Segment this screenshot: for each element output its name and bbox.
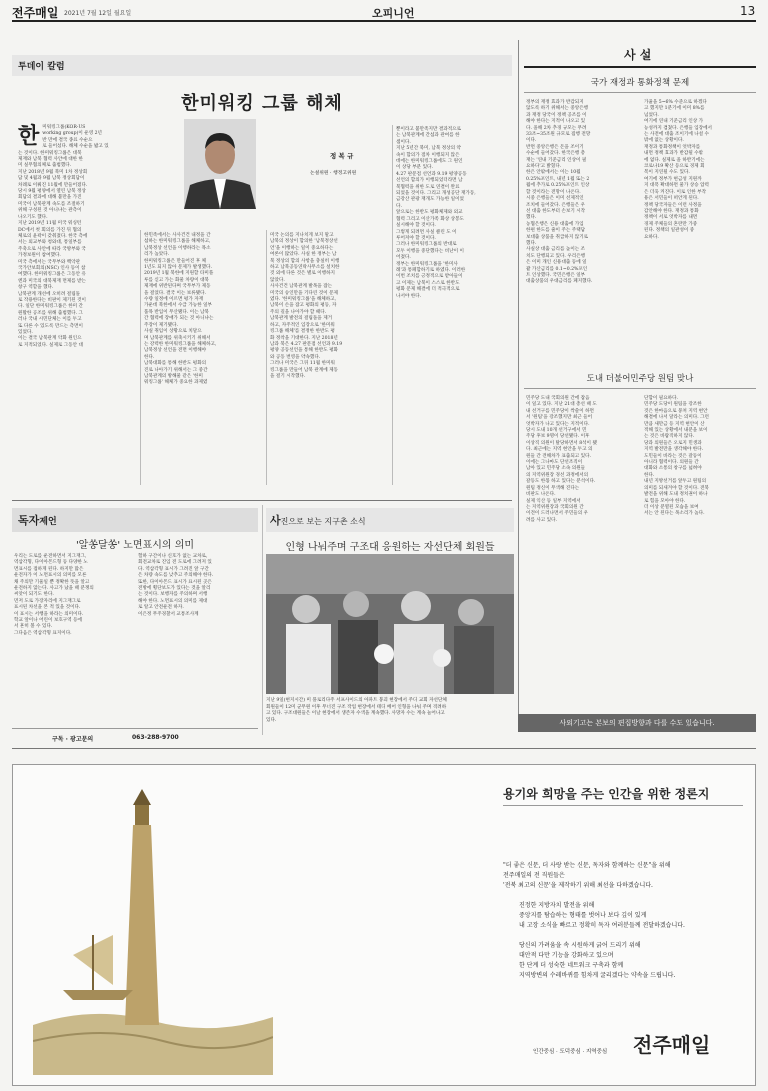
text-line: 남과 북은 4.27 판문점 선언과 9.19 — [270, 341, 343, 347]
text-line: 이는 결국 남북관계 악화 원인으 — [18, 336, 82, 342]
text-line: 0.25%포인트, 내년 1월 또는 2 — [526, 176, 590, 182]
text-line: 한민족에서는 사사건건 내정을 간 — [144, 233, 211, 238]
text-line: 내면 정책 효과가 반감될 수밖 — [644, 151, 704, 157]
caption-line: 회원들이 12미 군무원 이후 무너진 구조 작업 현장에서 테디 베어 인형을 나눠 주며 격려하 — [266, 704, 447, 710]
text-line: 미 실무협의체로 출범했다. — [18, 163, 72, 169]
text-line: 남북관계 발전의 걸림돌을 제거 — [270, 316, 333, 322]
text-line: 하고 남북공동연락사무소를 설치한 — [270, 265, 340, 271]
text-line: 미국이 남북관계 속도를 조절하기 — [18, 201, 85, 207]
text-line: 씨앗이 되기도 한다. — [14, 592, 54, 598]
text-line: 학교 앞이나 어린이 보호구역 등에 — [14, 618, 82, 624]
text-line: 지난 2019년 11월 미국 워싱턴 — [18, 221, 82, 227]
text-line: 서는 안 된다는 목소리가 높다. — [644, 511, 705, 517]
text-line: 요하다. — [644, 234, 659, 240]
text-line: 이은정 무주경찰서 교통조사계 — [138, 611, 199, 617]
subscription-phone: 063-288-9700 — [132, 734, 179, 741]
column-label: 투데이 칼럼 — [12, 55, 512, 76]
text-line: 만큼 새만금 등 지역 현안이 산 — [644, 421, 705, 427]
text-line: 은 이미 개인 신용대출 등에 일 — [526, 260, 587, 266]
text-line: 선 대출 한도부터 손보기 시작 — [526, 208, 586, 214]
text-line: 괄 가산금리를 0.1~0.2%포인 — [526, 266, 588, 272]
masthead-name: 전주매일 — [12, 6, 59, 20]
text-line: 월에 추가로 0.25%포인트 인상 — [526, 183, 590, 189]
author-photo — [184, 119, 256, 209]
text-line: 정책 당국자들은 이런 사정을 — [644, 202, 702, 208]
text-line: 이 상당 부분 있다. — [396, 165, 433, 171]
text-line: 엔과 미국의 대북제재 면제를 받는 — [18, 278, 86, 284]
issue-date: 2021년 7월 12일 월요일 — [64, 10, 132, 17]
text-line: 그러나 한미워킹그룹의 반대로 — [396, 242, 457, 248]
ad-line: 한 단계 더 성숙한 네트워크 구축과 함께 — [519, 962, 624, 969]
text-line: 서 흔히 볼 수 있다. — [14, 624, 53, 630]
text-line: 이다. — [526, 138, 537, 144]
text-line: 민주당 도내 국회의원 간에 잡음 — [526, 396, 590, 401]
text-line: 지 대폭 확대하면 물가 상승 압력 — [644, 183, 709, 189]
text-line: 지난 5년간 북미, 남북 정상의 약 — [396, 146, 461, 152]
text-line: 남북관계의 방해물 같은 '한미 — [144, 373, 203, 379]
text-line: 밖에 없는 상황이다. — [644, 138, 684, 144]
text-line: 한다. — [644, 472, 655, 478]
text-line: 남아 있고 민주당 소속 의원들 — [526, 466, 586, 472]
editorial — [524, 40, 756, 740]
text-line: 또 다른 수 있도록 만드는 측면이 — [18, 323, 83, 329]
today-column — [12, 55, 512, 495]
text-line: 이견이 드러나면서 주민들의 우 — [526, 511, 589, 517]
text-line: 루어져야 할 것이다. — [396, 235, 436, 241]
text-line: 금강산 관광 재개도 가능한 일이었 — [396, 197, 464, 203]
editorial-title-2: 도내 더불어민주당 원팀 맞나 — [586, 374, 694, 384]
text-line: 주장이 제기됐다. — [144, 322, 178, 328]
text-line: 로 힘을 모아야 한다. — [644, 498, 686, 504]
text-line: 그다음은 역삼각형 표지이다. — [14, 630, 72, 636]
text-line: 수량 일정에 이르면 평가 자재 — [144, 297, 204, 303]
text-line: 는 강력한 한미워킹그룹을 해체하고, — [144, 341, 217, 347]
text-line: 않았다. — [270, 277, 285, 283]
text-line: 섭하는 한미워킹그룹을 해체하고, — [144, 239, 211, 245]
text-line: 가운데 북한에서 수급 가능한 일부 — [144, 303, 212, 309]
text-line: 나서야 한다. — [396, 293, 422, 299]
text-line: 데에는 한미워킹그룹에도 그 원인 — [396, 159, 463, 165]
text-line: 루를 싣고 가는 화물 차량이 대북 — [144, 277, 209, 283]
text-line: 화 정착을 기대한다. 지난 2018년 — [270, 335, 338, 341]
subscription-label: 구독 · 광고문의 — [52, 736, 94, 743]
editorial-label: 사 설 — [624, 48, 652, 62]
text-line: 을 걸었다. 결국 이는 보류됐다. — [144, 290, 207, 296]
text-line: 는 지역위원장과 국회의원 간 — [526, 504, 584, 510]
text-line: 가율을 5~6% 수준으로 하겠다 — [644, 100, 707, 105]
text-line: 않도록 하기 위해서는 중앙은행 — [526, 106, 589, 112]
text-line: 며 남북관계를 위축시키기 위해서 — [144, 335, 211, 341]
text-line: 평화 문제 해결에 더 적극적으로 — [396, 287, 460, 293]
text-line: 했다. — [526, 215, 537, 221]
text-line: 남북관계 개선에 오히려 걸림돌 — [18, 291, 81, 297]
caption-line: 있다. — [266, 717, 277, 723]
text-line: 여기에 정부가 현금성 지원까 — [644, 176, 702, 182]
text-line: 북 정상의 합의 사항을 충실히 이행 — [270, 258, 340, 264]
text-line: 수순에 들어갔다. 한국은행 총 — [526, 151, 586, 157]
text-line: 러나 국내 시민단체는 이를 두고 — [18, 317, 82, 323]
ad-line: 중앙지를 탐습하는 형태를 벗어나 보다 깊이 있게 — [519, 912, 647, 919]
text-line: 는 사전에 대출 조이기에 나설 수 — [644, 132, 709, 138]
text-line: 이상직 의원이 탈당하면서 8석이 됐 — [526, 440, 597, 446]
editorial-1-text-2 — [644, 100, 754, 241]
ad-paragraph-1 — [503, 861, 743, 891]
text-line: 주당 후보 9명이 당선됐다. 이후 — [526, 434, 590, 440]
text-line: 다. — [396, 203, 402, 209]
text-line: 남북의 정상이 합의한 '남북정상선 — [270, 239, 338, 245]
text-line: 사실 취임이 상황으로 치달으 — [144, 329, 202, 335]
ad-line: 진정한 지방자치 발전을 위해 — [519, 902, 595, 909]
text-line: 단합이 필요하다. — [644, 396, 678, 401]
text-line: 이에는 그나마도 단선조직이 — [526, 460, 583, 466]
text-line: 요하다'고 밝혔다. — [526, 164, 562, 170]
text-line: 하고, 자주적인 입장으로 '한미워 — [270, 322, 335, 328]
text-line: 한미워킹그룹은 만들어진 후 체 — [144, 258, 207, 264]
text-line: 했다. — [526, 240, 537, 246]
text-line: 서 '원팀'을 강조했지만 최근 들어 — [526, 415, 593, 421]
text-line: 주의 길을 나아가야 할 때다. — [270, 309, 327, 315]
text-line: 다. 일단 한미워킹그룹은 한미 간 — [18, 304, 83, 310]
text-line: 코로나19 확산 등으로 경제 회 — [644, 164, 705, 170]
text-line: 1년도 되지 않아 문제가 발생했다. — [144, 265, 212, 271]
text-line: 품목 반입이 무산됐다. 이는 남북 — [144, 309, 209, 315]
text-line: 은 더욱 커진다. 이로 인한 부작 — [644, 189, 707, 195]
reader-label: 독자제언 — [12, 508, 258, 532]
text-line: 용은 서민들이 떠안게 된다. — [644, 196, 699, 202]
text-line: 표시된 차선을 본 적 있을 것이다. — [14, 605, 81, 611]
text-line: 2019년 1월 북한에 지원할 타미플 — [144, 271, 214, 277]
text-line: 는 것이다. 보행자를 주의하며 서행 — [138, 592, 208, 598]
text-line: 농협은행은 신용 대출에 가입 — [526, 221, 584, 227]
text-line: 원들 간 견해차가 표출되고 있다. — [526, 453, 591, 459]
text-line: 된다. 정책의 일관성이 중 — [644, 228, 695, 234]
text-line: 면표시를 접하게 된다. 하지만 많은 — [14, 566, 84, 572]
text-line: 반면 중앙은행은 돈을 조이기 — [526, 144, 584, 150]
text-line: 시중 은행들은 이미 선제적인 — [526, 196, 584, 202]
column-text-3 — [270, 233, 388, 380]
text-line: 내 선거구를 민주당이 싹쓸이 하면 — [526, 408, 594, 414]
text-line: 다. 역삼각형 표시가 그려진 앞 구간 — [138, 566, 209, 572]
photo-caption — [266, 698, 514, 724]
text-line: 주축으로 사안에 따라 국방부와 국 — [18, 246, 86, 252]
text-line: 고 이제는 남북이 스스로 한반도 — [396, 280, 460, 286]
text-line: 여기에 연내 기준금리 인상 가 — [644, 119, 704, 125]
text-line: 그렇게 되려면 사실 클린 도 이 — [396, 229, 457, 235]
text-line: 역삼각형, 다이아몬드형 등 다양한 노 — [14, 560, 88, 566]
text-line: 조치에 들어갔다. 은행들은 우 — [526, 202, 586, 208]
text-line: 에 없다. 실제로 올 하반기에는 — [644, 157, 705, 163]
text-line: 아니라 협력이다. 의원들 간 — [644, 460, 699, 466]
text-line: 담 및 4월과 9월 남북 정상회담이 — [18, 176, 85, 182]
text-line: 운전하지 않는다. 사고가 났을 때 분쟁의 — [14, 586, 94, 592]
text-line: 로 작용한다는 비판이 제기된 것이 — [18, 297, 86, 303]
text-line: 것은 한마음으로 뭉쳐 지역 현안 — [644, 408, 708, 414]
text-line: 엇박자가 나고 있다는 지적이다. — [526, 421, 590, 427]
text-line: 재는 '연내 기준금리 인상이 필 — [526, 157, 587, 163]
text-line: 간 협력에 장애가 되는 것 아니냐는 — [144, 316, 214, 322]
text-line: 비판도 나온다. — [526, 492, 556, 498]
text-line: 제재와 남북 협력 사안에 대한 한 — [18, 157, 83, 163]
ad-line: 당신의 가려움을 속 시원하게 긁어 드리기 위해 — [519, 942, 641, 949]
text-line: 려를 사고 있다. — [526, 517, 558, 523]
text-line: 있었다. — [18, 330, 33, 335]
lighthouse-illustration — [33, 785, 273, 1075]
column-text-1 — [18, 125, 136, 349]
text-line: 미국의 승인만을 기다린 것이 문제 — [270, 290, 338, 296]
text-line: 실제 익산 등 일부 지역에서 — [526, 498, 581, 504]
text-line: 의 지역위원장 경선 과정에서의 — [526, 472, 589, 478]
column-text-4 — [396, 127, 512, 300]
text-line: 능성까지 겹쳤다. 은행들 입장에서 — [644, 125, 712, 131]
column-title: 한미워킹 그룹 해체 — [181, 93, 343, 114]
text-line: 넘었다. — [644, 112, 659, 118]
author-name: 정 복 규 — [330, 152, 354, 160]
text-line: 미워킹그룹(KOR-US — [42, 125, 86, 130]
text-line: 33조~35조원 규모로 집행 전망 — [526, 132, 591, 138]
text-line: 미국 측에서는 국무부와 백악관 — [18, 259, 81, 265]
text-line: 것 외에 다른 것은 별로 이행하지 — [270, 271, 335, 277]
text-line: 미국 논의를 지나치게 보지 말고 — [270, 233, 334, 238]
text-line: 지난 2018년 9월 북미 1차 정상회 — [18, 169, 88, 175]
text-line: 당시 9월 평양에서 열린 남북 정상 — [18, 189, 86, 195]
text-line: 선언의 합의가 이행되었더라면 남 — [396, 178, 463, 184]
reader-text-2 — [138, 554, 254, 618]
text-line: 우리는 도로를 운전하면서 지그재그, — [14, 554, 87, 559]
text-line: 정부의 재정 효과가 반감되지 — [526, 100, 584, 105]
text-line: 뿐이라고 불만족지만 결과적으로 — [396, 127, 462, 132]
ad-line: 대안적 다만 기능을 강화하고 있으며 — [519, 952, 614, 959]
reader-text-1 — [14, 554, 130, 637]
editorial-disclaimer: 사외기고는 본보의 편집방향과 다를 수도 있습니다. — [518, 714, 756, 732]
text-line: 더 이상 분열된 모습을 보여 — [644, 504, 699, 510]
text-line: 되었을 것이다. 그리고 개성공단 재가동, — [396, 191, 476, 197]
text-line: 한은 안팎에서는 이는 10월 — [526, 170, 581, 176]
text-line: 킹그룹 해체'를 결정한 한반도 평 — [270, 329, 335, 335]
page-header — [12, 4, 756, 20]
ad-line: 지역방변의 수레바퀴를 힘차게 굴리겠다는 약속을 드립니다. — [519, 972, 676, 979]
text-line: 적해 있는 상황에서 내분을 보이 — [644, 428, 708, 434]
text-line: 경제 주체들의 혼란만 가중 — [644, 221, 698, 227]
text-line: 그러나 미국은 그뒤 11월 한미워 — [270, 361, 335, 367]
text-line: 앞으로는 한반도 평화체제와 외교 — [396, 210, 463, 216]
photo-label: 사진으로 보는 지구촌 소식 — [266, 508, 514, 532]
text-line: 는 남북관계에 간섭과 관여를 한 — [396, 133, 460, 139]
header-rule — [12, 20, 756, 22]
page-number: 13 — [740, 4, 756, 18]
promo-ad — [12, 764, 756, 1086]
column-dropcap: 한 — [18, 123, 40, 149]
world-photo-news — [266, 508, 514, 740]
reader-suggestion — [12, 508, 258, 743]
text-line: 회담의 결과에 대해 불만을 가진 — [18, 195, 82, 201]
text-line: 반 만에 결국 종료 수순으 — [42, 137, 93, 143]
text-line: 국가안보회의(NSC) 인사 등이 참 — [18, 265, 86, 271]
text-line: 사사건건 남북관계 발목을 잡는 — [270, 284, 333, 290]
caption-line: 지난 9일(현지시간) 미 플로리다주 서프사이드의 아파트 붕괴 현장에서 주디 교회 자선단체 — [266, 698, 447, 703]
editorial-title-1: 국가 재정과 통화정책 문제 — [590, 78, 690, 88]
text-line: 창구 역할을 했다. — [18, 285, 54, 291]
photo-title: 인형 나눠주며 구조대 응원하는 자선단체 회원들 — [285, 542, 495, 553]
text-line: 한다. — [144, 354, 155, 360]
text-line: 내년 지방선거를 앞두고 원팀의 — [644, 479, 707, 485]
text-line: 험하 구간이나 신호가 없는 교차로, — [138, 554, 208, 559]
text-line: 속이 합의가 점차 이행되지 않은 — [396, 152, 460, 158]
text-line: 발전을 위해 도내 정치권이 하나 — [644, 492, 708, 498]
text-line: 해결에 나서 달라는 의미다. 그런 — [644, 415, 709, 421]
text-line: 갈등도 한몫 하고 있다는 분석이다. — [526, 479, 596, 485]
ad-line: 전주매일의 전 직원들은 — [503, 872, 565, 879]
reader-title: '알쏭달쏭' 노면표시의 의미 — [75, 540, 195, 551]
text-line: 나오기도 했다. — [18, 214, 48, 220]
text-line: DC에서 첫 회의를 가진 뒤 협의 — [18, 227, 82, 233]
text-line: 민주당 도당이 원팀을 강조한 — [644, 402, 702, 408]
news-photo — [266, 554, 514, 694]
text-line: 운전자가 이 노면표시의 의미를 모른 — [14, 573, 87, 579]
section-name: 오피니언 — [372, 7, 415, 20]
text-line: 로 들어섰다. 해체 수순을 밟고 있 — [42, 144, 109, 150]
text-line: 위해 구성된 것 아니냐는 관측이 — [18, 208, 82, 214]
text-line: 킹그룹을 만들어 남북 관계에 제동 — [270, 367, 338, 373]
text-line: 는 것이다. 한미워킹그룹은 대북 — [18, 150, 82, 156]
text-line: 남북정상 선언을 전면 이행해야 — [144, 348, 207, 354]
editorial-2-text-1 — [526, 396, 636, 524]
text-line: 원활한 공조를 위해 출범했다. 그 — [18, 310, 83, 316]
text-line: 남북정상 선언을 이행하라는 목소 — [144, 245, 211, 251]
text-line: 해야 한다. 노면표시의 의미를 제대 — [138, 598, 208, 604]
ad-slogan: 인간중심 · 도덕중심 · 지역중심 — [533, 1049, 608, 1055]
text-line: 모두 이행을 중단했다는 비난이 이 — [396, 248, 464, 254]
text-line: 차례로 이뤄진 11월에 만들어졌다. — [18, 182, 88, 188]
text-line: 사실상 대출 금리를 높이는 조 — [526, 247, 586, 253]
text-line: 례'과 통폐합하기로 하였다. 이러한 — [396, 267, 466, 273]
ad-logo: 전주매일 — [633, 1033, 711, 1057]
text-line: 또한, 다이아몬드 표시가 표시된 곳은 — [138, 579, 212, 585]
text-line: 한편 한도를 줄이 주는 주택담 — [526, 228, 586, 234]
author-title: 논설위원 · 행정고위원 — [310, 171, 357, 176]
text-line: 평양 공동선언을 통해 한반도 평화 — [270, 348, 338, 354]
text-line: 할 것이라는 전망이 나온다. — [526, 189, 581, 195]
text-line: 로 알고 안전운전 하자. — [138, 605, 184, 611]
text-line: 진로 나아가기 위해서는 그 중간 — [144, 367, 208, 373]
text-line: 북협력을 위한 도로 연결이 완료 — [396, 184, 460, 190]
text-line: 제재에 위반된다며 국무부가 제동 — [144, 284, 211, 290]
text-line: 여론이 많았다. 사실 한 정부는 남 — [270, 252, 337, 258]
text-line: 4.27 판문점 선언과 9.19 평양공동 — [396, 171, 467, 177]
text-line: 였다. '한미워킹그룹'을 해체하고, — [270, 297, 337, 303]
text-line: 도민들이 바라는 것은 갈등이 — [644, 453, 702, 459]
text-line: 는 것은 바람직하지 않다. — [644, 434, 695, 440]
text-line: 재정과 통화정책이 엇박자를 — [644, 144, 701, 150]
text-line: 서는 외교부와 청와대, 통일부를 — [18, 240, 82, 246]
text-line: 정부는 한미워킹그룹을 '한미사 — [396, 261, 458, 267]
text-line: 당시 도내 10개 선거구에서 민 — [526, 428, 587, 434]
text-line: 치도 단행되고 있다. 우리은행 — [526, 253, 586, 259]
text-line: 이 표시는 서행을 하라는 의미이다. — [14, 611, 84, 617]
text-line: 대화와 소통의 창구를 넓혀야 — [644, 466, 702, 472]
text-line: 리가 높았다. — [144, 252, 170, 258]
ad-headline: 용기와 희망을 주는 인간을 위한 정론지 — [503, 787, 710, 801]
text-line: 과 재정 당국이 정책 공조를 이 — [526, 112, 587, 118]
text-line: 체로의 윤곽이 갖춰졌다. 한국 측에 — [18, 233, 88, 239]
ad-paragraph-3 — [519, 941, 747, 981]
text-line: 다. 최근에는 지역 현안을 두고 의 — [526, 447, 593, 453]
text-line: 고 했지만 1분기에 이미 8%를 — [644, 106, 705, 112]
text-line: 남북대화를 통해 한반도 평화의 — [144, 361, 207, 367]
text-line: 복이 지연될 수도 있다. — [644, 170, 690, 176]
text-line: 워킹그룹' 해체가 중요한 과제였 — [144, 380, 208, 386]
text-line: 채 주의만 기울일 뿐 정확한 뜻을 알고 — [14, 579, 90, 585]
editorial-2-text-2 — [644, 396, 754, 518]
text-line: 을 걸기 시작했다. — [270, 373, 306, 379]
text-line: 은 차량 속도를 낮추고 주의해야 한다. — [138, 573, 214, 579]
column-text-2 — [144, 233, 262, 387]
text-line: working group)이 운영 2년 — [42, 131, 102, 137]
text-line: 지역 발전만을 생각해야 한다. — [644, 447, 704, 453]
text-line: 트 인상했다. 국민은행은 일부 — [526, 272, 586, 278]
text-line: 해야 한다는 지적이 나오고 있 — [526, 119, 586, 125]
caption-line: 고 있다. 구조대원들은 이날 현장에서 생존자 수색을 계속했다. 사망자 수는 계속 늘어나고 — [266, 711, 445, 716]
text-line: 정책이 서로 엇박자를 내면 — [644, 215, 698, 221]
ad-line: 내 고장 소식을 빠르고 정확히 독자 여러분들께 전달하겠습니다. — [519, 922, 685, 929]
ad-line: '전북 최고의 신문'을 제작하기 위해 최선을 다하겠습니다. — [503, 882, 653, 889]
text-line: 여했다. 한미워킹그룹은 그동안 유 — [18, 272, 86, 278]
text-line: 이번 조치를 긍정적으로 받아들이 — [396, 274, 463, 280]
text-line: 와 공동 번영을 약속했다. — [270, 354, 321, 360]
text-line: 협력 그리고 이산가족 화상 상봉도 — [396, 216, 464, 222]
text-line: 어졌다. — [396, 255, 411, 261]
editorial-1-text-1 — [526, 100, 636, 286]
text-line: 보대출 상품을 취급하지 않기로 — [526, 234, 589, 240]
text-line: 회전교차로 진입 전 도로에 그려져 있 — [138, 560, 212, 566]
text-line: 로 지적되었다. 실제로 그동안 대 — [18, 342, 83, 348]
text-line: 먼저 도로 가장자리에 지그재그로 — [14, 598, 81, 604]
text-line: 대출상품의 우대금리를 폐지했다. — [526, 279, 593, 285]
text-line: 의미를 되새겨야 할 것이다. 전북 — [644, 485, 709, 491]
ad-paragraph-2 — [519, 901, 747, 931]
text-line: 실시해야 할 것이다. — [396, 223, 436, 229]
text-line: 원팀 정신이 무색해 진다는 — [526, 485, 580, 491]
ad-line: "더 좋은 신문, 더 사랑 받는 신문, 독자와 함께하는 신문"을 위해 — [503, 862, 671, 869]
text-line: 이 일고 있다. 지난 21대 총선 때 도 — [526, 402, 597, 408]
text-line: 당과 의원들은 오로지 민생과 — [644, 440, 702, 446]
text-line: 셈이다. — [396, 139, 411, 145]
text-line: 가정보원이 참여했다. — [18, 253, 61, 259]
text-line: 언'을 이행하는 일이 중요하다는 — [270, 245, 334, 251]
text-line: 감안해야 한다. 재정과 통화 — [644, 208, 699, 214]
text-line: 남북이 손을 잡고 평화의 평등, 자 — [270, 303, 337, 309]
text-line: 전방에 횡단보도가 있다는 것을 알리 — [138, 586, 211, 592]
text-line: 다. 올해 2차 추경 규모는 무려 — [526, 125, 587, 131]
